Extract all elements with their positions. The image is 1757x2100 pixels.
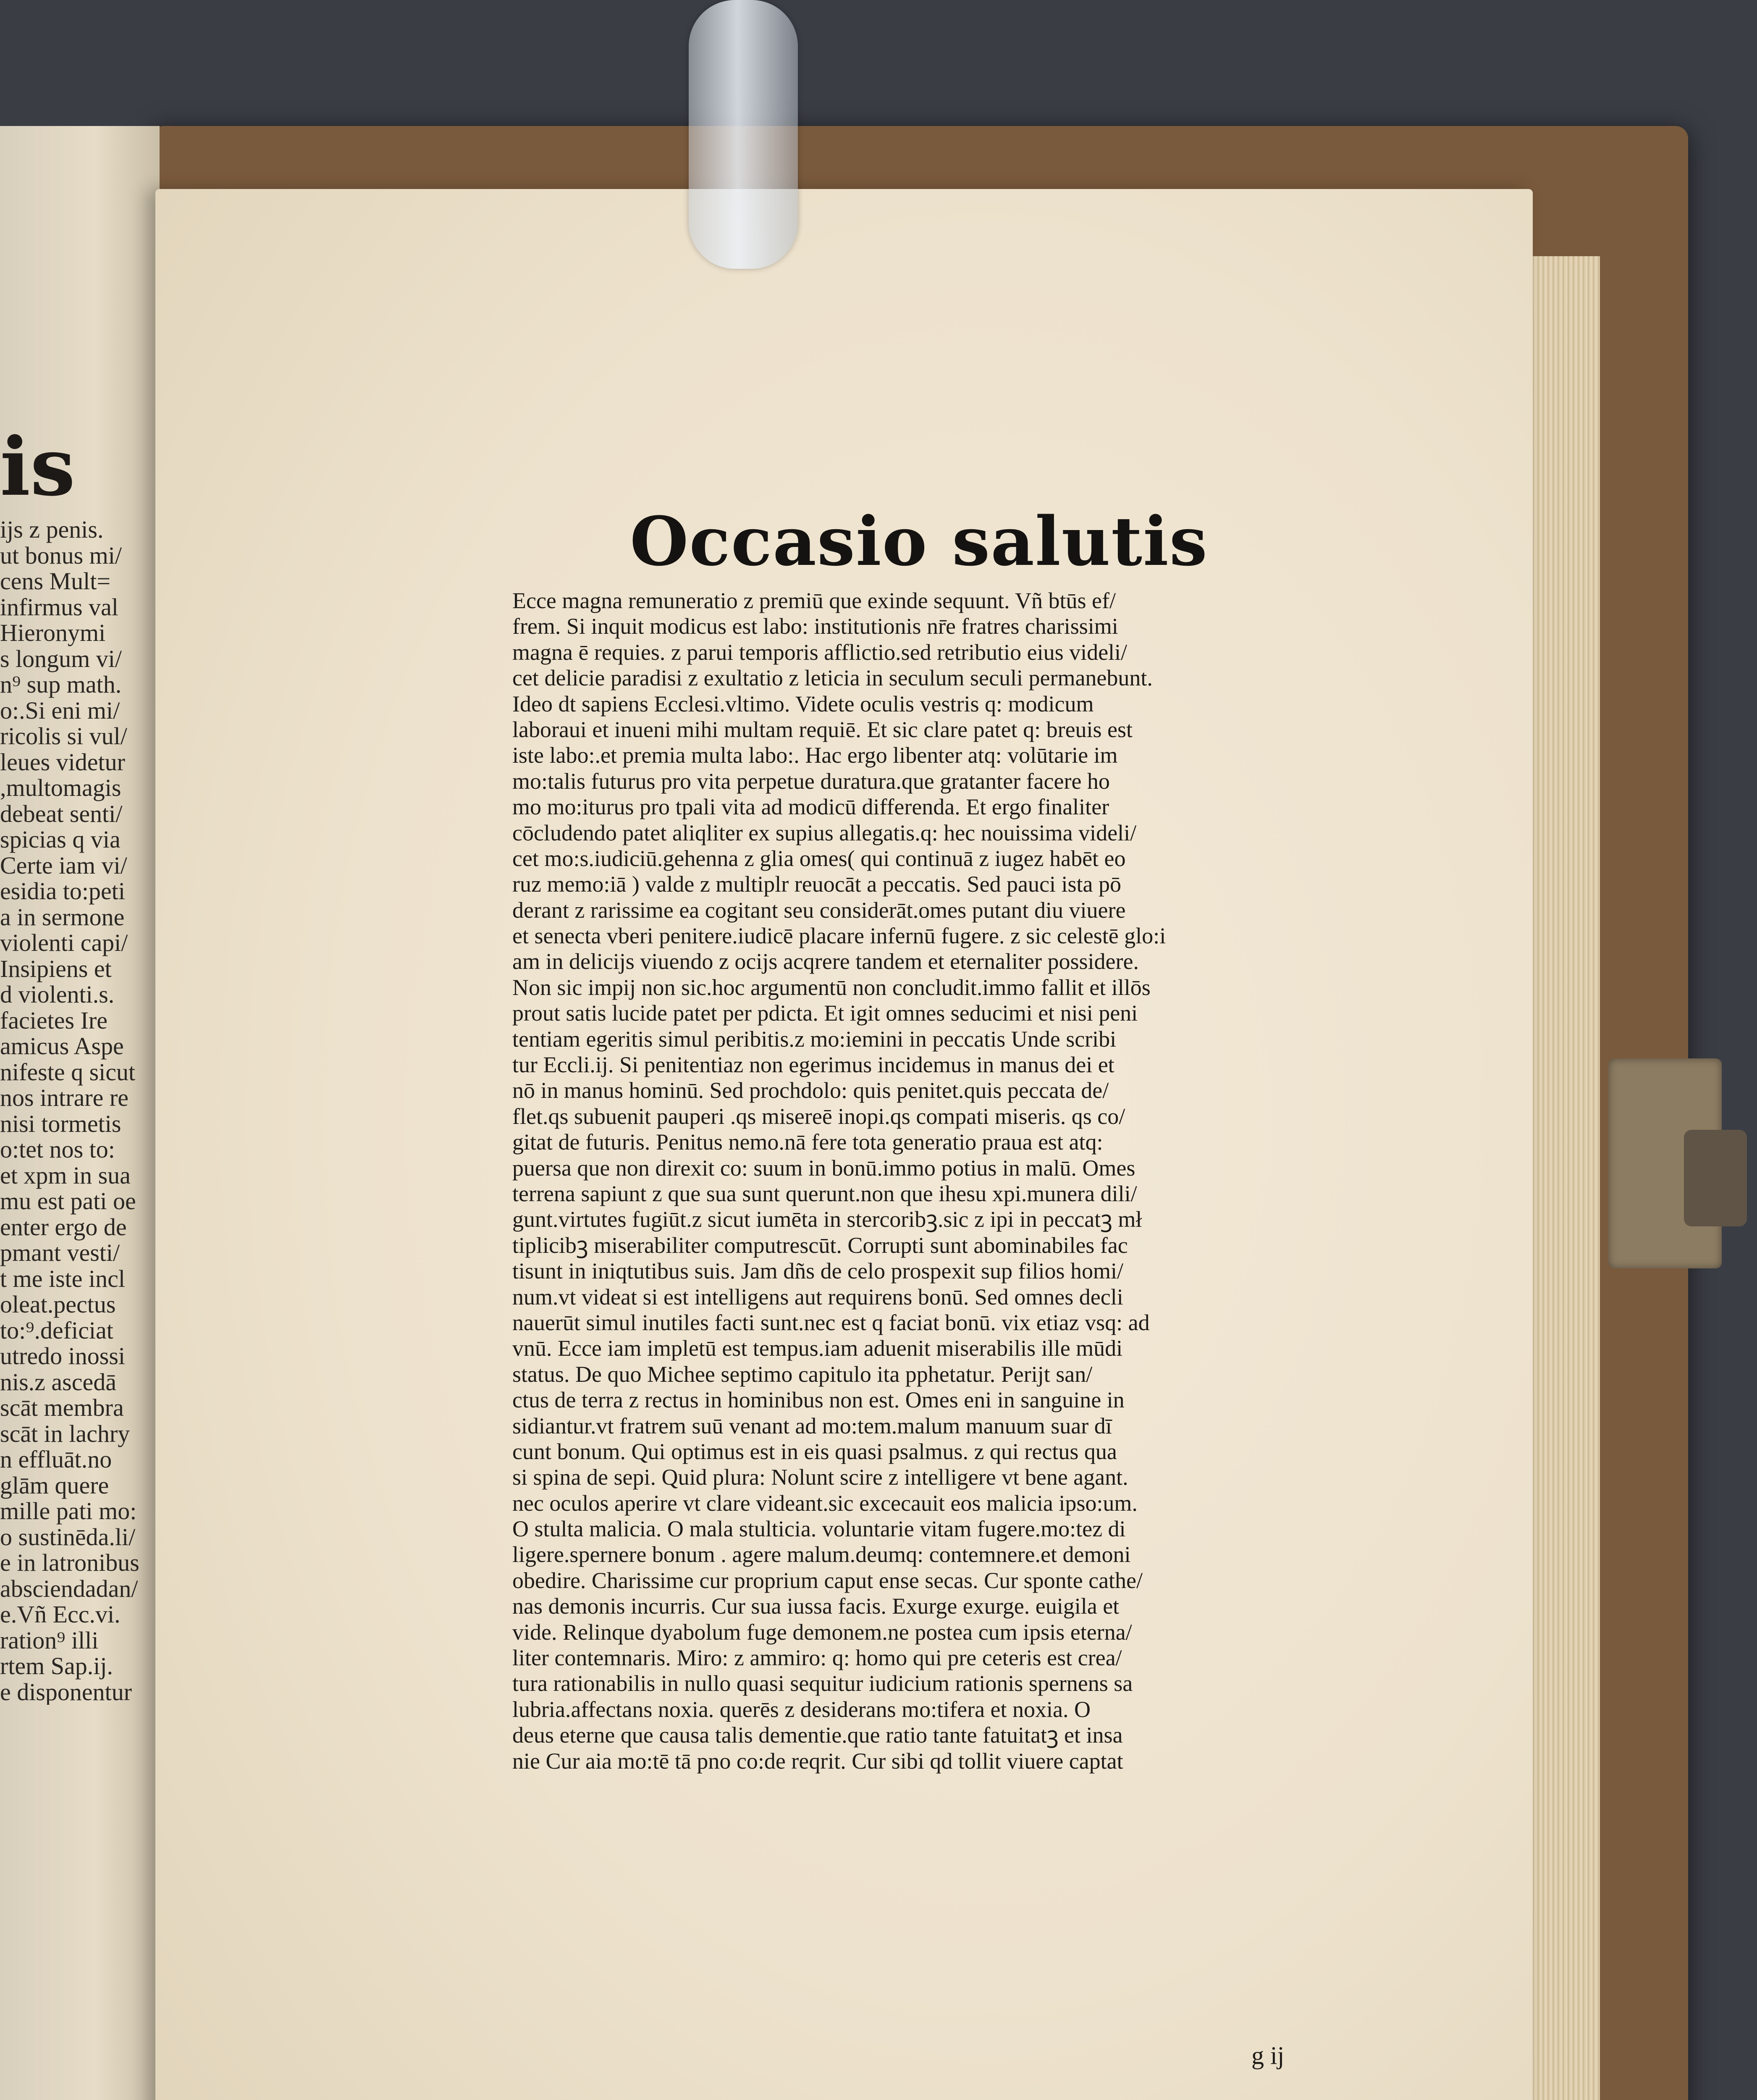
left-text-line: o:.Si eni mi/ xyxy=(0,696,120,724)
left-text-line: a in sermone xyxy=(0,903,125,931)
left-text-line: oleat.pectus xyxy=(0,1291,116,1318)
text-line: magna ē requies. z parui temporis afflictio.sed retributio eius videli/ xyxy=(512,639,1128,665)
text-line: mo:talis futurus pro vita perpetue duratura.que gratanter facere ho xyxy=(512,768,1110,794)
text-line: num.vt videat si est intelligens aut requirens bonū. Sed omnes decli xyxy=(512,1284,1123,1310)
text-line: ligere.spernere bonum . agere malum.deumq: contemnere.et demoni xyxy=(512,1542,1131,1567)
left-text-line: infirmus val xyxy=(0,593,118,621)
text-line: tur Eccli.ij. Si penitentiaz non egerimus incidemus in manus dei et xyxy=(512,1052,1115,1078)
left-text-line: glām quere xyxy=(0,1471,109,1499)
text-line: obedire. Charissime cur proprium caput ense secas. Cur sponte cathe/ xyxy=(512,1567,1143,1593)
page-body-text xyxy=(512,588,1407,1774)
left-text-line: nos intrare re xyxy=(0,1084,128,1111)
text-line: puersa que non direxit co: suum in bonū.immo potius in malū. Omes xyxy=(512,1155,1135,1181)
left-page-text xyxy=(0,517,143,1705)
text-line: sidiantur.vt fratrem suū venant ad mo:tem.malum manuum suar dī xyxy=(512,1413,1112,1438)
left-text-line: spicias q via xyxy=(0,826,121,853)
left-text-line: amicus Aspe xyxy=(0,1032,124,1060)
left-text-line: ricolis si vul/ xyxy=(0,722,127,750)
left-text-line: Hieronymi xyxy=(0,619,106,646)
left-text-line: n effluāt.no xyxy=(0,1446,112,1473)
left-text-line: utredo inossi xyxy=(0,1342,126,1370)
text-line: frem. Si inquit modicus est labo: institutionis nr̄e fratres charissimi xyxy=(512,614,1118,639)
text-line: prout satis lucide patet per pdicta. Et igit omnes seducimi et nisi peni xyxy=(512,1000,1138,1026)
text-line: nas demonis incurris. Cur sua iussa facis. Exurge exurge. euigila et xyxy=(512,1593,1120,1619)
page-clip-top xyxy=(689,0,798,269)
left-text-line: e in latronibus xyxy=(0,1549,139,1576)
text-line: et senecta vberi penitere.iudicē placare infernū fugere. z sic celestē glo:i xyxy=(512,923,1166,949)
left-text-line: absciendadan/ xyxy=(0,1575,138,1602)
text-line: cunt bonum. Qui optimus est in eis quasi psalmus. z qui rectus qua xyxy=(512,1438,1117,1464)
left-text-line: e.Vñ Ecc.vi. xyxy=(0,1601,121,1628)
left-text-line: ijs z penis. xyxy=(0,517,104,543)
text-line: status. De quo Michee septimo capitulo ita pphetatur. Perijt san/ xyxy=(512,1361,1093,1387)
text-line: Ecce magna remuneratio z premiū que exinde sequunt. Vñ btūs ef/ xyxy=(512,588,1116,613)
left-text-line: mille pati mo: xyxy=(0,1497,137,1525)
left-text-line: cens Mult= xyxy=(0,567,111,595)
left-text-line: scāt membra xyxy=(0,1394,124,1421)
text-line: nie Cur aia mo:tē tā pno co:de reqrit. Cur sibi qd tollit viuere captat xyxy=(512,1748,1123,1774)
page-block-edge xyxy=(1529,256,1600,2100)
left-text-line: leues videtur xyxy=(0,748,125,776)
page-title: Occasio salutis xyxy=(630,502,1208,581)
text-line: si spina de sepi. Quid plura: Nolunt scire z intelligere vt bene agant. xyxy=(512,1465,1128,1490)
text-line: mo mo:iturus pro tpali vita ad modicū differenda. Et ergo finaliter xyxy=(512,794,1109,820)
left-text-line: s longum vi/ xyxy=(0,645,122,672)
text-line: nō in manus hominū. Sed prochdolo: quis penitet.quis peccata de/ xyxy=(512,1078,1109,1103)
left-text-line: scāt in lachry xyxy=(0,1420,130,1447)
text-line: gitat de futuris. Penitus nemo.nā fere tota generatio praua est atq: xyxy=(512,1129,1103,1155)
clasp-pin xyxy=(1684,1130,1747,1226)
text-line: laboraui et inueni mihi multam requiē. Et sic clare patet q: breuis est xyxy=(512,717,1133,742)
left-text-line: debeat senti/ xyxy=(0,800,123,827)
left-text-line: ration⁹ illi xyxy=(0,1626,99,1654)
text-line: nauerūt simul inutiles facti sunt.nec est q faciat bonū. vix etiaz vsq: ad xyxy=(512,1310,1150,1335)
text-line: ctus de terra z rectus in hominibus non est. Omes eni in sanguine in xyxy=(512,1387,1125,1413)
left-text-line: Insipiens et xyxy=(0,955,112,982)
left-text-line: nifeste q sicut xyxy=(0,1058,136,1086)
text-line: Non sic impij non sic.hoc argumentū non concludit.immo fallit et illōs xyxy=(512,974,1151,1000)
signature-mark: g ij xyxy=(1251,2042,1285,2069)
text-line: cet delicie paradisi z exultatio z leticia in seculum seculi permanebunt. xyxy=(512,665,1153,691)
text-line: gunt.virtutes fugiūt.z sicut iumēta in stercoribꝫ.sic z ipi in peccatꝫ mł xyxy=(512,1207,1142,1232)
left-text-line: facietes Ire xyxy=(0,1006,108,1034)
text-line: vide. Relinque dyabolum fuge demonem.ne postea cum ipsis eterna/ xyxy=(512,1619,1132,1645)
text-line: tentiam egeritis simul peribitis.z mo:iemini in peccatis Unde scribi xyxy=(512,1026,1117,1052)
left-text-line: mu est pati oe xyxy=(0,1187,136,1215)
text-line: cet mo:s.iudiciū.gehenna z glia omes( qui continuā z iugez habēt eo xyxy=(512,845,1126,871)
text-line: iste labo:.et premia multa labo:. Hac ergo libenter atq: volūtarie im xyxy=(512,743,1118,768)
text-line: Ideo dt sapiens Ecclesi.vltimo. Videte oculis vestris q: modicum xyxy=(512,691,1094,717)
left-text-line: o:tet nos to: xyxy=(0,1136,115,1163)
left-text-line: rtem Sap.ij. xyxy=(0,1652,113,1680)
left-text-line: o sustinēda.li/ xyxy=(0,1523,136,1551)
text-line: nec oculos aperire vt clare videant.sic excecauit eos malicia ipso:um. xyxy=(512,1490,1138,1516)
text-line: cōcludendo patet aliqliter ex supius allegatis.q: hec nouissima videli/ xyxy=(512,820,1137,845)
text-line: tisunt in iniqtutibus suis. Jam dñs de celo prospexit sup filios homi/ xyxy=(512,1258,1123,1284)
text-line: lubria.affectans noxia. querēs z desiderans mo:tifera et noxia. O xyxy=(512,1696,1091,1722)
text-line: derant z rarissime ea cogitant seu considerāt.omes putant diu viuere xyxy=(512,897,1126,923)
left-text-line: nisi tormetis xyxy=(0,1110,121,1137)
left-text-line: nis.z ascedā xyxy=(0,1368,116,1396)
left-text-line: et xpm in sua xyxy=(0,1161,131,1189)
left-text-line: n⁹ sup math. xyxy=(0,671,122,698)
text-line: liter contemnaris. Miro: z ammiro: q: homo qui pre ceteris est crea/ xyxy=(512,1645,1122,1671)
left-text-line: ut bonus mi/ xyxy=(0,541,122,569)
text-line: deus eterne que causa talis dementie.que ratio tante fatuitatꝫ et insa xyxy=(512,1722,1123,1748)
text-line: vnū. Ecce iam impletū est tempus.iam aduenit miserabilis ille mūdi xyxy=(512,1336,1123,1361)
left-page-heading: is xyxy=(0,420,76,514)
left-text-line: to:⁹.deficiat xyxy=(0,1316,113,1344)
text-line: ruz memo:iā ) valde z multiplr reuocāt a peccatis. Sed pauci ista pō xyxy=(512,872,1121,897)
text-line: O stulta malicia. O mala stulticia. voluntarie vitam fugere.mo:tez di xyxy=(512,1516,1126,1542)
left-text-line: e disponentur xyxy=(0,1678,132,1705)
left-text-line: ,multomagis xyxy=(0,774,121,801)
left-text-line: d violenti.s. xyxy=(0,981,115,1008)
text-line: tiplicibꝫ miserabiliter computrescūt. Corrupti sunt abominabiles fac xyxy=(512,1232,1128,1258)
left-text-line: esidia to:peti xyxy=(0,877,125,905)
left-text-line: t me iste incl xyxy=(0,1265,125,1292)
text-line: terrena sapiunt z que sua sunt querunt.non que ihesu xpi.munera dili/ xyxy=(512,1181,1137,1206)
left-text-line: violenti capi/ xyxy=(0,929,128,956)
left-text-line: enter ergo de xyxy=(0,1213,127,1241)
right-page xyxy=(155,189,1533,2100)
left-text-line: pmant vesti/ xyxy=(0,1239,120,1266)
text-line: tura rationabilis in nullo quasi sequitur iudicium rationis spernens sa xyxy=(512,1671,1133,1696)
left-text-line: Certe iam vi/ xyxy=(0,851,127,879)
left-page xyxy=(0,126,160,2100)
text-line: flet.qs subuenit pauperi .qs misereē inopi.qs compati miseris. qs co/ xyxy=(512,1103,1125,1129)
text-line: am in delicijs viuendo z ocijs acqrere tandem et eternaliter possidere. xyxy=(512,949,1139,974)
